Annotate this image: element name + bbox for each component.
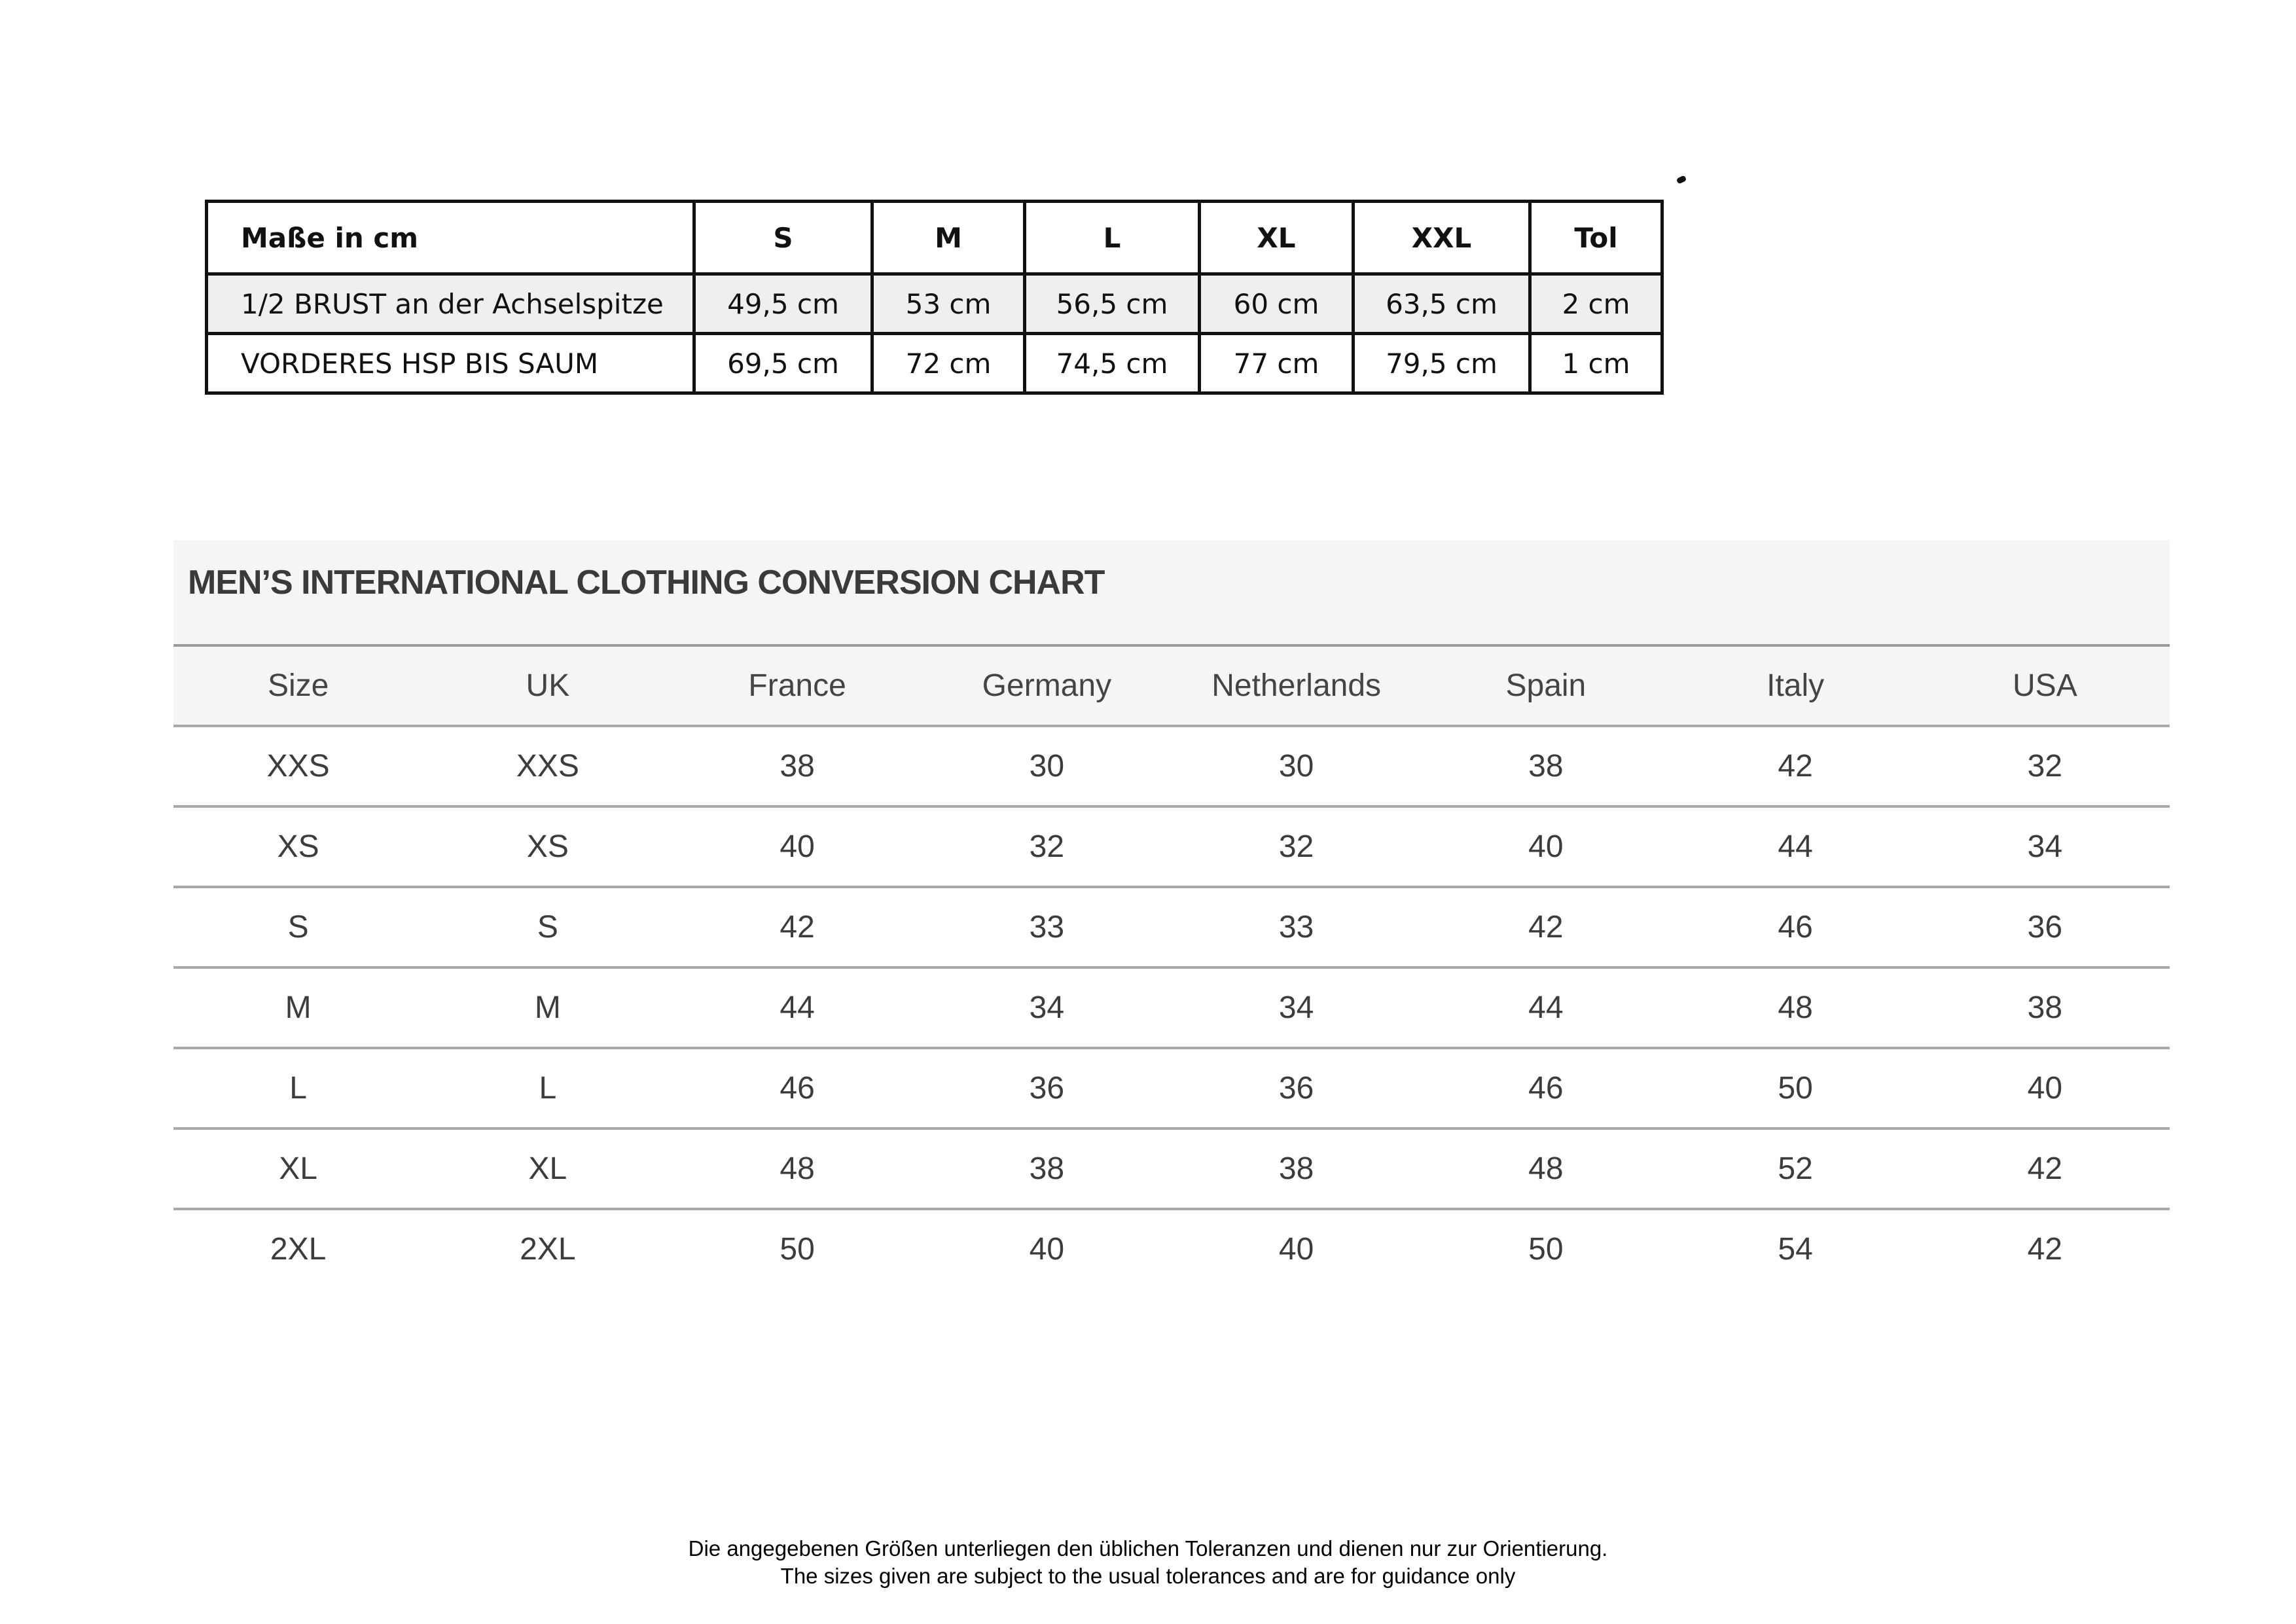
conversion-cell: 40 [1920,1048,2170,1128]
conversion-header-cell: Spain [1421,647,1670,726]
conversion-cell: 44 [1421,967,1670,1048]
conversion-cell: 36 [1920,887,2170,967]
measurement-cell: 60 cm [1200,274,1354,334]
measurement-header-xxl: XXL [1354,202,1530,274]
conversion-row [173,887,2170,967]
conversion-cell: 33 [922,887,1172,967]
conversion-cell: 42 [1671,726,1920,806]
conversion-cell: 34 [1920,806,2170,887]
conversion-cell: XL [423,1128,672,1209]
conversion-cell: 46 [1671,887,1920,967]
conversion-cell: 34 [1172,967,1421,1048]
conversion-cell: XXS [423,726,672,806]
conversion-cell: 32 [1172,806,1421,887]
conversion-cell: 54 [1671,1209,1920,1288]
conversion-cell: 36 [922,1048,1172,1128]
conversion-cell: 46 [673,1048,922,1128]
conversion-cell: XXS [173,726,423,806]
conversion-cell: 42 [1920,1128,2170,1209]
measurement-header-l: L [1025,202,1200,274]
conversion-cell: 34 [922,967,1172,1048]
conversion-cell: 32 [1920,726,2170,806]
conversion-cell: 42 [673,887,922,967]
conversion-cell: 40 [1421,806,1670,887]
conversion-cell: 38 [1920,967,2170,1048]
conversion-cell: L [423,1048,672,1128]
stray-mark [1676,175,1687,184]
measurement-header-xl: XL [1200,202,1354,274]
measurement-header-tol: Tol [1530,202,1662,274]
conversion-header-cell: Germany [922,647,1172,726]
conversion-cell: 30 [922,726,1172,806]
conversion-cell: 44 [673,967,922,1048]
conversion-cell: 33 [1172,887,1421,967]
conversion-cell: M [423,967,672,1048]
conversion-header-cell: Size [173,647,423,726]
measurement-table [205,200,1664,395]
measurement-header-m: M [872,202,1025,274]
measurement-row-label: VORDERES HSP BIS SAUM [207,334,694,393]
measurement-cell: 1 cm [1530,334,1662,393]
conversion-chart-title-band [173,540,2170,647]
measurement-cell: 77 cm [1200,334,1354,393]
measurement-row-label: 1/2 BRUST an der Achselspitze [207,274,694,334]
conversion-chart [173,540,2170,1267]
conversion-cell: 50 [1421,1209,1670,1288]
conversion-cell: XS [173,806,423,887]
measurement-row-chest [207,274,1662,334]
measurement-cell: 79,5 cm [1354,334,1530,393]
conversion-cell: 52 [1671,1128,1920,1209]
measurement-header-row [207,202,1662,274]
footnote [0,1535,2296,1590]
conversion-header-row [173,647,2170,726]
conversion-header-cell: USA [1920,647,2170,726]
measurement-table-container [205,200,1660,389]
measurement-cell: 72 cm [872,334,1025,393]
measurement-cell: 63,5 cm [1354,274,1530,334]
conversion-header-cell: France [673,647,922,726]
conversion-cell: L [173,1048,423,1128]
conversion-cell: XS [423,806,672,887]
measurement-cell: 69,5 cm [694,334,872,393]
measurement-cell: 56,5 cm [1025,274,1200,334]
conversion-cell: 48 [673,1128,922,1209]
conversion-cell: 2XL [423,1209,672,1288]
conversion-cell: 46 [1421,1048,1670,1128]
conversion-row [173,806,2170,887]
conversion-cell: 36 [1172,1048,1421,1128]
conversion-cell: 48 [1421,1128,1670,1209]
conversion-cell: S [173,887,423,967]
conversion-header-cell: Italy [1671,647,1920,726]
conversion-cell: 38 [673,726,922,806]
conversion-cell: 40 [673,806,922,887]
conversion-cell: 44 [1671,806,1920,887]
conversion-cell: 30 [1172,726,1421,806]
conversion-row [173,1209,2170,1288]
conversion-cell: 38 [1421,726,1670,806]
measurement-cell: 2 cm [1530,274,1662,334]
conversion-row [173,726,2170,806]
conversion-cell: XL [173,1128,423,1209]
measurement-cell: 74,5 cm [1025,334,1200,393]
conversion-cell: S [423,887,672,967]
conversion-cell: 40 [922,1209,1172,1288]
measurement-row-length [207,334,1662,393]
conversion-cell: 42 [1421,887,1670,967]
conversion-chart-title: MEN’S INTERNATIONAL CLOTHING CONVERSION CHART [188,564,1105,602]
measurement-cell: 53 cm [872,274,1025,334]
conversion-cell: 48 [1671,967,1920,1048]
conversion-row [173,967,2170,1048]
conversion-cell: 50 [673,1209,922,1288]
footnote-english: The sizes given are subject to the usual tolerances and are for guidance only [780,1564,1516,1588]
conversion-cell: 50 [1671,1048,1920,1128]
conversion-row [173,1128,2170,1209]
conversion-cell: 2XL [173,1209,423,1288]
conversion-cell: 40 [1172,1209,1421,1288]
conversion-cell: 42 [1920,1209,2170,1288]
conversion-cell: M [173,967,423,1048]
conversion-cell: 38 [922,1128,1172,1209]
conversion-cell: 32 [922,806,1172,887]
conversion-table [173,647,2170,1288]
measurement-cell: 49,5 cm [694,274,872,334]
conversion-header-cell: Netherlands [1172,647,1421,726]
conversion-header-cell: UK [423,647,672,726]
measurement-header-label: Maße in cm [207,202,694,274]
conversion-cell: 38 [1172,1128,1421,1209]
footnote-german: Die angegebenen Größen unterliegen den üblichen Toleranzen und dienen nur zur Orientierung. [688,1536,1608,1561]
conversion-row [173,1048,2170,1128]
measurement-header-s: S [694,202,872,274]
